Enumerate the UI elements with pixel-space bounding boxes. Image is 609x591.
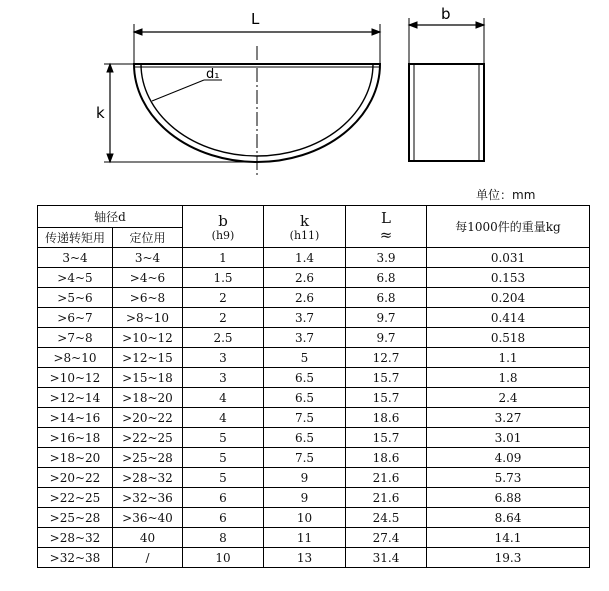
header-L-approx: ≈ (379, 225, 393, 244)
d1-leader (152, 80, 204, 101)
header-b (183, 206, 264, 248)
cell-torque-range: >14~16 (38, 408, 113, 428)
cell-position-range: 40 (113, 528, 183, 548)
cell-weight: 19.3 (427, 548, 590, 568)
table-row (38, 348, 590, 368)
cell-position-range: >36~40 (113, 508, 183, 528)
cell-L: 15.7 (346, 388, 427, 408)
table-body (38, 248, 590, 568)
cell-L: 31.4 (346, 548, 427, 568)
side-view (409, 64, 484, 161)
cell-position-range: >18~20 (113, 388, 183, 408)
cell-k: 6.5 (264, 388, 346, 408)
cell-weight: 3.01 (427, 428, 590, 448)
table-row (38, 408, 590, 428)
cell-torque-range: >20~22 (38, 468, 113, 488)
cell-torque-range: >7~8 (38, 328, 113, 348)
table-row (38, 488, 590, 508)
spec-table (37, 205, 590, 568)
cell-b: 8 (183, 528, 264, 548)
cell-weight: 1.1 (427, 348, 590, 368)
header-k-label: k (299, 211, 310, 230)
header-b-tolerance: (h9) (211, 228, 235, 242)
cell-torque-range: >5~6 (38, 288, 113, 308)
header-shaft-diameter: 轴径d (38, 206, 183, 228)
cell-b: 10 (183, 548, 264, 568)
cell-weight: 8.64 (427, 508, 590, 528)
technical-drawing (0, 0, 609, 200)
cell-k: 3.7 (264, 308, 346, 328)
cell-b: 6 (183, 488, 264, 508)
cell-k: 3.7 (264, 328, 346, 348)
cell-k: 10 (264, 508, 346, 528)
table-row (38, 528, 590, 548)
header-torque: 传递转矩用 (38, 228, 113, 248)
cell-L: 18.6 (346, 408, 427, 428)
cell-b: 5 (183, 448, 264, 468)
cell-position-range: >22~25 (113, 428, 183, 448)
cell-weight: 1.8 (427, 368, 590, 388)
cell-position-range: >20~22 (113, 408, 183, 428)
cell-k: 11 (264, 528, 346, 548)
cell-L: 3.9 (346, 248, 427, 268)
cell-b: 4 (183, 388, 264, 408)
cell-b: 2 (183, 288, 264, 308)
cell-torque-range: >16~18 (38, 428, 113, 448)
table-row (38, 248, 590, 268)
cell-L: 6.8 (346, 268, 427, 288)
cell-k: 7.5 (264, 448, 346, 468)
cell-position-range: >12~15 (113, 348, 183, 368)
table-row (38, 268, 590, 288)
arrow-right-L (372, 29, 380, 35)
cell-weight: 0.153 (427, 268, 590, 288)
cell-weight: 6.88 (427, 488, 590, 508)
cell-torque-range: >22~25 (38, 488, 113, 508)
cell-b: 5 (183, 468, 264, 488)
table-row (38, 288, 590, 308)
table-row (38, 388, 590, 408)
arrow-left-b (409, 22, 417, 28)
label-d1: d₁ (206, 67, 220, 82)
cell-torque-range: >12~14 (38, 388, 113, 408)
cell-position-range: / (113, 548, 183, 568)
cell-torque-range: >32~38 (38, 548, 113, 568)
cell-L: 12.7 (346, 348, 427, 368)
cell-k: 6.5 (264, 428, 346, 448)
cell-weight: 3.27 (427, 408, 590, 428)
table-row (38, 448, 590, 468)
cell-b: 6 (183, 508, 264, 528)
cell-L: 15.7 (346, 368, 427, 388)
cell-position-range: >10~12 (113, 328, 183, 348)
cell-L: 9.7 (346, 308, 427, 328)
cell-k: 2.6 (264, 268, 346, 288)
cell-L: 21.6 (346, 488, 427, 508)
table-row (38, 508, 590, 528)
arrow-top-k (107, 64, 113, 72)
cell-b: 2.5 (183, 328, 264, 348)
cell-b: 3 (183, 368, 264, 388)
header-positioning: 定位用 (113, 228, 183, 248)
label-L: L (251, 10, 260, 28)
header-weight: 每1000件的重量kg (427, 206, 590, 248)
cell-k: 13 (264, 548, 346, 568)
cell-b: 5 (183, 428, 264, 448)
cell-L: 24.5 (346, 508, 427, 528)
table-row (38, 468, 590, 488)
cell-L: 9.7 (346, 328, 427, 348)
cell-k: 5 (264, 348, 346, 368)
cell-b: 4 (183, 408, 264, 428)
cell-torque-range: >8~10 (38, 348, 113, 368)
cell-weight: 5.73 (427, 468, 590, 488)
cell-position-range: >32~36 (113, 488, 183, 508)
cell-b: 3 (183, 348, 264, 368)
cell-position-range: 3~4 (113, 248, 183, 268)
cell-torque-range: >6~7 (38, 308, 113, 328)
unit-note: 单位：mm (476, 188, 536, 202)
cell-position-range: >4~6 (113, 268, 183, 288)
cell-L: 21.6 (346, 468, 427, 488)
cell-k: 6.5 (264, 368, 346, 388)
cell-L: 27.4 (346, 528, 427, 548)
cell-b: 1.5 (183, 268, 264, 288)
label-k: k (96, 104, 105, 122)
table-row (38, 328, 590, 348)
table-row (38, 428, 590, 448)
cell-k: 9 (264, 468, 346, 488)
cell-weight: 2.4 (427, 388, 590, 408)
cell-position-range: >6~8 (113, 288, 183, 308)
cell-torque-range: >18~20 (38, 448, 113, 468)
cell-torque-range: >28~32 (38, 528, 113, 548)
cell-position-range: >8~10 (113, 308, 183, 328)
cell-b: 2 (183, 308, 264, 328)
cell-position-range: >15~18 (113, 368, 183, 388)
cell-weight: 14.1 (427, 528, 590, 548)
header-L (346, 206, 427, 248)
cell-position-range: >28~32 (113, 468, 183, 488)
cell-weight: 0.414 (427, 308, 590, 328)
cell-weight: 0.518 (427, 328, 590, 348)
arrow-right-b (476, 22, 484, 28)
cell-torque-range: >10~12 (38, 368, 113, 388)
cell-L: 18.6 (346, 448, 427, 468)
header-L-label: L (381, 208, 391, 227)
cell-torque-range: 3~4 (38, 248, 113, 268)
cell-weight: 4.09 (427, 448, 590, 468)
header-k-tolerance: (h11) (289, 228, 320, 242)
cell-L: 15.7 (346, 428, 427, 448)
cell-k: 7.5 (264, 408, 346, 428)
cell-k: 2.6 (264, 288, 346, 308)
cell-k: 9 (264, 488, 346, 508)
cell-position-range: >25~28 (113, 448, 183, 468)
cell-k: 1.4 (264, 248, 346, 268)
table-row (38, 548, 590, 568)
cell-weight: 0.031 (427, 248, 590, 268)
arrow-bottom-k (107, 154, 113, 162)
cell-b: 1 (183, 248, 264, 268)
header-b-label: b (218, 211, 228, 230)
label-b: b (441, 5, 451, 23)
cell-torque-range: >25~28 (38, 508, 113, 528)
cell-weight: 0.204 (427, 288, 590, 308)
cell-torque-range: >4~5 (38, 268, 113, 288)
table-row (38, 368, 590, 388)
cell-L: 6.8 (346, 288, 427, 308)
table-row (38, 308, 590, 328)
header-k (264, 206, 346, 248)
arrow-left-L (134, 29, 142, 35)
